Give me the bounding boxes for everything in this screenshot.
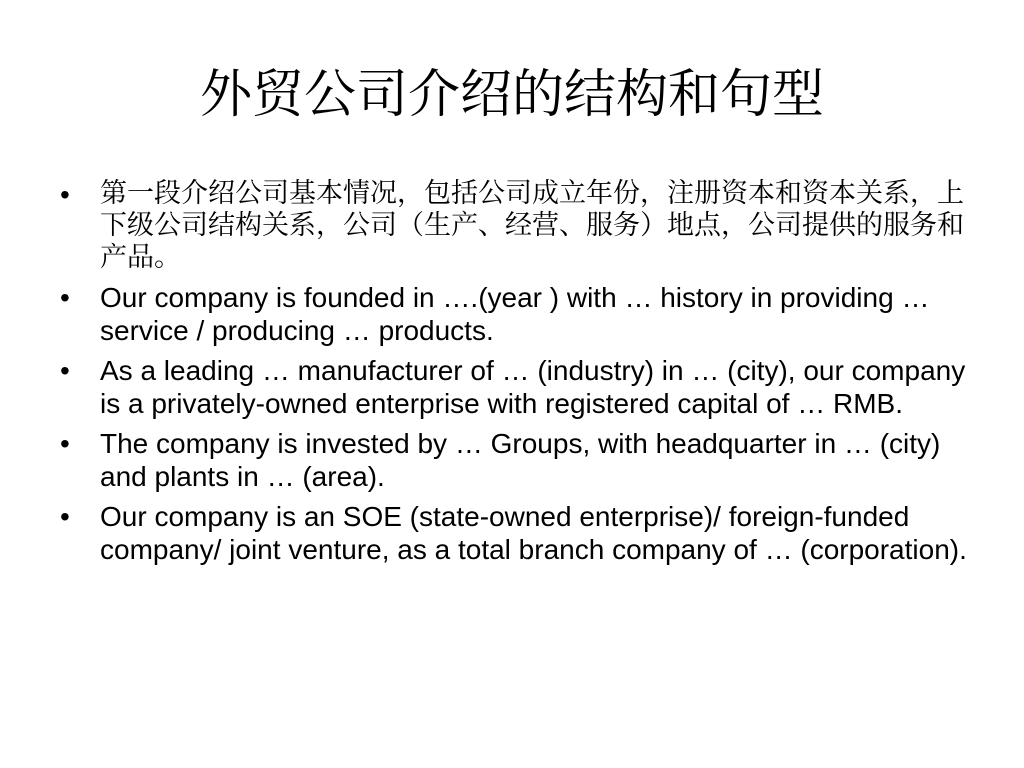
bullet-text-leading-manufacturer: As a leading … manufacturer of … (industry) in … (city), our company is a privately-owned enterprise with registered capital of … RMB.: [100, 355, 966, 419]
bullet-dot-icon: •: [60, 501, 70, 532]
bullet-text-chinese: 第一段介绍公司基本情况，包括公司成立年份，注册资本和资本关系，上下级公司结构关系，公司（生产、经营、服务）地点，公司提供的服务和产品。: [100, 178, 964, 273]
bullet-text-founded: Our company is founded in ….(year ) with … history in providing … service / producing … products.: [100, 282, 930, 346]
bullet-dot-icon: •: [60, 428, 70, 459]
bullet-dot-icon: •: [60, 179, 70, 210]
bullet-text-invested: The company is invested by … Groups, with headquarter in … (city) and plants in … (area).: [100, 428, 941, 492]
bullet-item-2: [60, 281, 970, 347]
bullet-item-4: [60, 427, 970, 493]
bullet-item-5: [60, 500, 970, 566]
bullet-item-1: [60, 178, 970, 274]
bullet-item-3: [60, 354, 970, 420]
slide-title: 外贸公司介绍的结构和句型: [199, 65, 824, 125]
bullet-text-soe: Our company is an SOE (state-owned enterprise)/ foreign-funded company/ joint venture, as a total branch company of … (corporation).: [100, 501, 967, 565]
bullet-dot-icon: •: [60, 355, 70, 386]
bullet-list: [60, 178, 970, 573]
bullet-dot-icon: •: [60, 282, 70, 313]
